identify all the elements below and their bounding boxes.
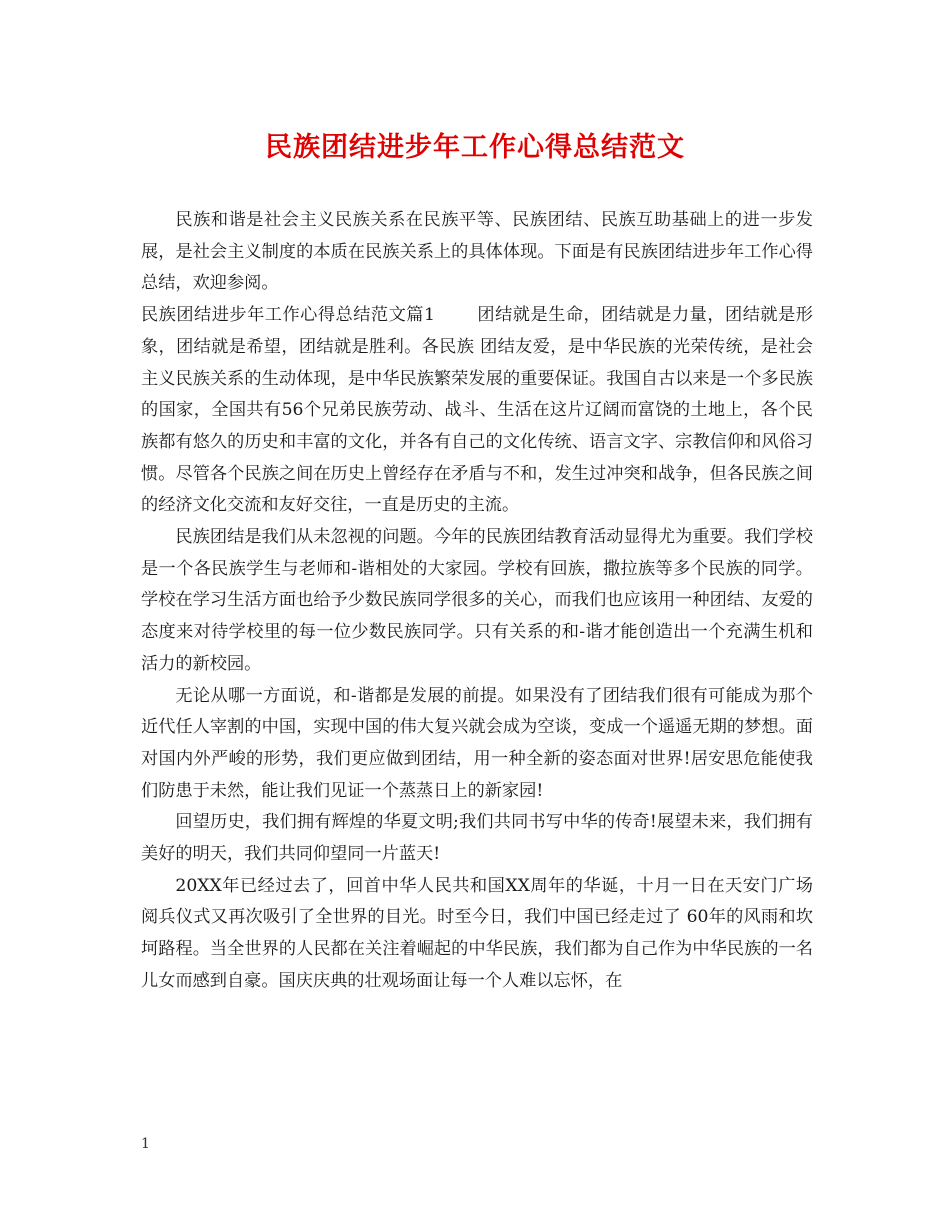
paragraph-3: 无论从哪一方面说，和-谐都是发展的前提。如果没有了团结我们很有可能成为那个近代任人宰割的中国，实现中国的伟大复兴就会成为空谈，变成一个遥遥无期的梦想。面对国内外严峻的形势，我们更应做到团结，用一种全新的姿态面对世界!居安思危能使我们防患于未然，能让我们见证一个蒸蒸日上的新家园! <box>141 685 813 801</box>
paragraph-5: 20XX年已经过去了，回首中华人民共和国XX周年的华诞，十月一日在天安门广场阅兵仪式又再次吸引了全世界的目光。时至今日，我们中国已经走过了 60年的风雨和坎坷路程。当全世界的人民都在关注着崛起的中华民族，我们都为自己作为中华民族的一名儿女而感到自豪。国庆庆典的壮观场面让每一个人难以忘怀，在 <box>141 875 813 991</box>
section-heading: 民族团结进步年工作心得总结范文篇1 <box>141 305 435 326</box>
paragraph-2: 民族团结是我们从未忽视的问题。今年的民族团结教育活动显得尤为重要。我们学校是一个各民族学生与老师和-谐相处的大家园。学校有回族，撒拉族等多个民族的同学。学校在学习生活方面也给予少数民族同学很多的关心，而我们也应该用一种团结、友爱的态度来对待学校里的每一位少数民族同学。只有关系的和-谐才能创造出一个充满生机和活力的新校园。 <box>141 527 813 674</box>
intro-paragraph: 民族和谐是社会主义民族关系在民族平等、民族团结、民族互助基础上的进一步发展，是社会主义制度的本质在民族关系上的具体体现。下面是有民族团结进步年工作心得总结，欢迎参阅。 <box>141 210 813 294</box>
document-body <box>141 205 813 998</box>
section-1-text: 团结就是生命，团结就是力量，团结就是形象，团结就是希望，团结就是胜利。各民族 团结友爱，是中华民族的光荣传统，是社会主义民族关系的生动体现，是中华民族繁荣发展的重要保证。我国自古以来是一个多民族的国家，全国共有56个兄弟民族劳动、战斗、生活在这片辽阔而富饶的土地上，各个民族都有悠久的历史和丰富的文化，并各有自己的文化传统、语言文字、宗教信仰和风俗习惯。尽管各个民族之间在历史上曾经存在矛盾与不和，发生过冲突和战争，但各民族之间的经济文化交流和友好交往，一直是历史的主流。 <box>141 305 813 516</box>
page-number: 1 <box>141 1136 150 1152</box>
document-title: 民族团结进步年工作心得总结范文 <box>265 132 685 163</box>
section-1-paragraph <box>141 300 813 522</box>
paragraph-4: 回望历史，我们拥有辉煌的华夏文明;我们共同书写中华的传奇!展望未来，我们拥有美好的明天，我们共同仰望同一片蓝天! <box>141 812 813 865</box>
